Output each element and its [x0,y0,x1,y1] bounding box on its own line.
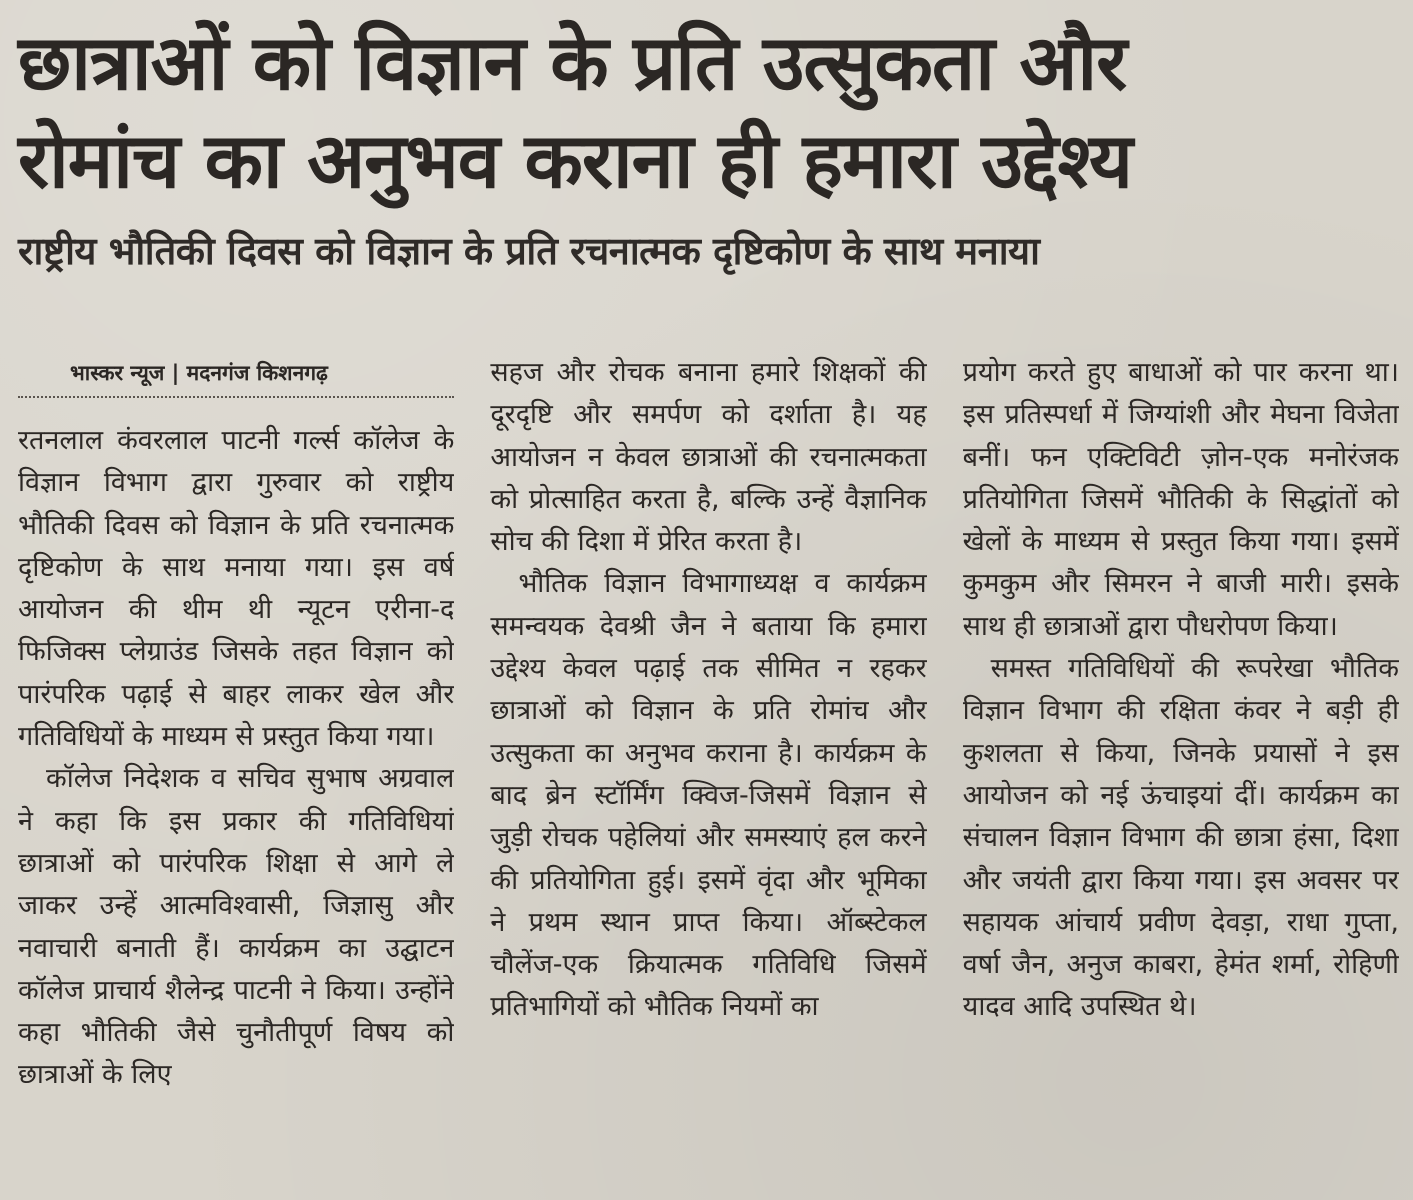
headline-line-1: छात्राओं को विज्ञान के प्रति उत्सुकता और [18,18,1127,107]
headline-line-2: रोमांच का अनुभव कराना ही हमारा उद्देश्य [18,116,1133,205]
article-paragraph: सहज और रोचक बनाना हमारे शिक्षकों की दूरदृष्टि और समर्पण को दर्शाता है। यह आयोजन न केवल छात्राओं की रचनात्मकता को प्रोत्साहित करता है, बल्कि उन्हें वैज्ञानिक सोच की दिशा में प्रेरित करता है। [490,357,927,558]
byline-divider [18,396,454,398]
article-paragraph: प्रयोग करते हुए बाधाओं को पार करना था। इस प्रतिस्पर्धा में जिग्यांशी और मेघना विजेता बनीं। फन एक्टिविटी ज़ोन-एक मनोरंजक प्रतियोगिता जिसमें भौतिकी के सिद्धांतों को खेलों के माध्यम से प्रस्तुत किया गया। इसमें कुमकुम और सिमरन ने बाजी मारी। इसके साथ ही छात्राओं द्वारा पौधरोपण किया। [962,357,1399,642]
headline [18,14,1395,210]
article-paragraph: कॉलेज निदेशक व सचिव सुभाष अग्रवाल ने कहा कि इस प्रकार की गतिविधियां छात्राओं को पारंपरिक शिक्षा से आगे ले जाकर उन्हें आत्मविश्वासी, जिज्ञासु और नवाचारी बनाती हैं। कार्यक्रम का उद्घाटन कॉलेज प्राचार्य शैलेन्द्र पाटनी ने किया। उन्होंने कहा भौतिकी जैसे चुनौतीपूर्ण विषय को छात्राओं के लिए [18,763,455,1091]
article-paragraph: भौतिक विज्ञान विभागाध्यक्ष व कार्यक्रम समन्वयक देवश्री जैन ने बताया कि हमारा उद्देश्य केवल पढ़ाई तक सीमित न रहकर छात्राओं को विज्ञान के प्रति रोमांच और उत्सुकता का अनुभव कराना है। कार्यक्रम के बाद ब्रेन स्टॉर्मिंग क्विज-जिसमें विज्ञान से जुड़ी रोचक पहेलियां और समस्याएं हल करने की प्रतियोगिता हुई। इसमें वृंदा और भूमिका ने प्रथम स्थान प्राप्त किया। ऑब्स्टेकल चौलेंज-एक क्रियात्मक गतिविधि जिसमें प्रतिभागियों को भौतिक नियमों का [490,568,927,1023]
article-column-1 [18,352,454,1200]
subheadline: राष्ट्रीय भौतिकी दिवस को विज्ञान के प्रति रचनात्मक दृष्टिकोण के साथ मनाया [18,229,1040,273]
byline: भास्कर न्यूज | मदनगंज किशनगढ़ [70,361,328,385]
article-paragraph: रतनलाल कंवरलाल पाटनी गर्ल्स कॉलेज के विज्ञान विभाग द्वारा गुरुवार को राष्ट्रीय भौतिकी दिवस को विज्ञान के प्रति रचनात्मक दृष्टिकोण के साथ मनाया गया। इस वर्ष आयोजन की थीम थी न्यूटन एरीना-द फिजिक्स प्लेग्राउंड जिसके तहत विज्ञान को पारंपरिक पढ़ाई से बाहर लाकर खेल और गतिविधियों के माध्यम से प्रस्तुत किया गया। [18,425,455,753]
article-body [18,352,1399,1200]
article-column-3 [963,352,1399,1200]
article-column-2 [490,352,926,1200]
article-paragraph: समस्त गतिविधियों की रूपरेखा भौतिक विज्ञान विभाग की रक्षिता कंवर ने बड़ी ही कुशलता से किया, जिनके प्रयासों ने इस आयोजन को नई ऊंचाइयां दीं। कार्यक्रम का संचालन विज्ञान विभाग की छात्रा हंसा, दिशा और जयंती द्वारा किया गया। इस अवसर पर सहायक आंचार्य प्रवीण देवड़ा, राधा गुप्ता, वर्षा जैन, अनुज काबरा, हेमंत शर्मा, रोहिणी यादव आदि उपस्थित थे। [962,653,1399,1023]
